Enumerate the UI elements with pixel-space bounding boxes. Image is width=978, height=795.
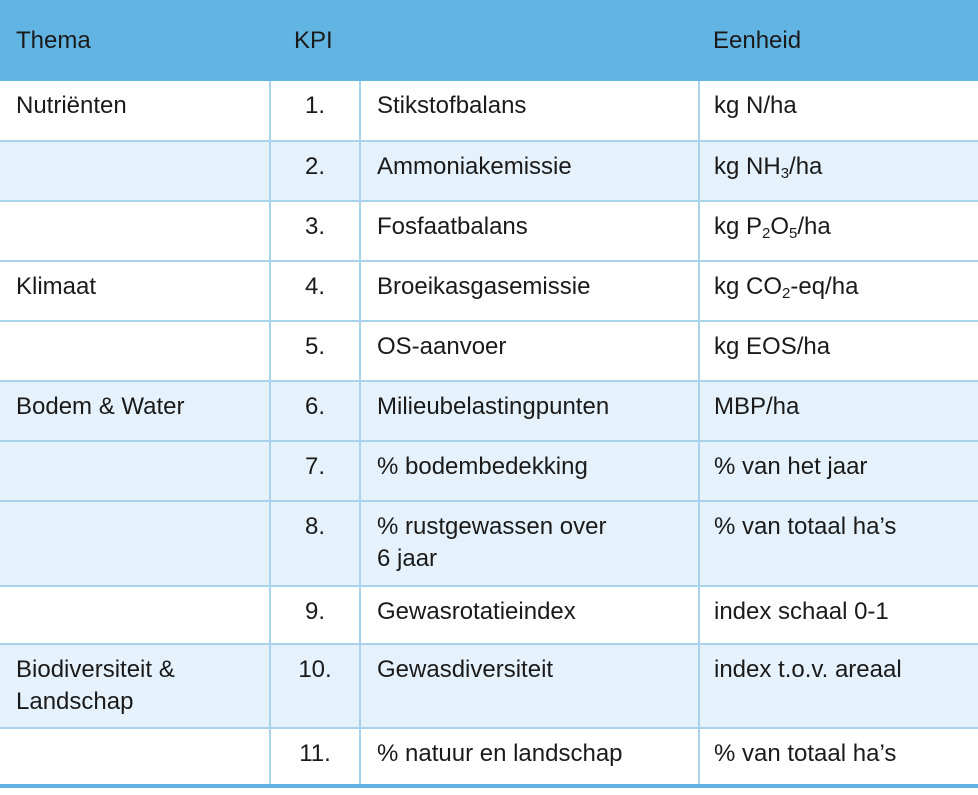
table-row (0, 81, 978, 141)
kpi-name (360, 501, 699, 586)
header-theme: Thema (16, 26, 91, 54)
unit-cell: MBP/ha (699, 381, 978, 441)
kpi-number: 6. (270, 381, 360, 441)
unit-cell: index schaal 0-1 (699, 586, 978, 644)
unit-subscript: 5 (789, 225, 798, 242)
unit-cell: kg N/ha (699, 81, 978, 141)
theme-line: Landschap (16, 688, 134, 715)
theme-cell (0, 501, 270, 586)
table-row (0, 261, 978, 321)
kpi-name: Fosfaatbalans (360, 201, 699, 261)
theme-cell (0, 644, 270, 728)
kpi-name: % bodembedekking (360, 441, 699, 501)
kpi-name-line: % rustgewassen over (377, 513, 607, 540)
unit-cell: index t.o.v. areaal (699, 644, 978, 728)
kpi-name: Gewasdiversiteit (360, 644, 699, 728)
table-row (0, 441, 978, 501)
unit-text: /ha (797, 213, 831, 240)
table-row (0, 586, 978, 644)
unit-text: /ha (789, 153, 823, 180)
theme-cell (0, 586, 270, 644)
unit-text: kg CO (714, 273, 783, 300)
unit-cell: kg EOS/ha (699, 321, 978, 381)
unit-cell: % van totaal ha’s (699, 501, 978, 586)
unit-cell: % van het jaar (699, 441, 978, 501)
unit-cell (699, 201, 978, 261)
kpi-number: 3. (270, 201, 360, 261)
theme-cell: Nutriënten (16, 92, 127, 119)
kpi-name: % natuur en landschap (360, 728, 699, 786)
table-row (0, 728, 978, 786)
kpi-name: OS-aanvoer (360, 321, 699, 381)
kpi-number: 10. (270, 644, 360, 728)
kpi-number: 7. (270, 441, 360, 501)
theme-cell (0, 728, 270, 786)
kpi-name-line: 6 jaar (377, 545, 438, 572)
kpi-number: 2. (270, 141, 360, 201)
table-row (0, 381, 978, 441)
theme-cell (0, 321, 270, 381)
header-kpi: KPI (294, 26, 333, 54)
table-bottom-rule (0, 784, 978, 788)
kpi-number: 9. (270, 586, 360, 644)
unit-text: kg NH (714, 153, 781, 180)
kpi-number: 8. (270, 501, 360, 586)
header-unit: Eenheid (713, 26, 802, 54)
table-header-row (0, 0, 978, 81)
theme-line: Biodiversiteit & (16, 656, 175, 683)
theme-cell (0, 441, 270, 501)
kpi-name: Ammoniakemissie (360, 141, 699, 201)
unit-text: -eq/ha (790, 273, 859, 300)
kpi-name: Stikstofbalans (360, 81, 699, 141)
theme-cell: Klimaat (0, 261, 270, 321)
table-row (0, 321, 978, 381)
kpi-number: 4. (270, 261, 360, 321)
table-row (0, 141, 978, 201)
kpi-number: 1. (270, 81, 360, 141)
table-row (0, 644, 978, 728)
kpi-number: 5. (270, 321, 360, 381)
unit-cell (699, 261, 978, 321)
theme-cell (0, 141, 270, 201)
theme-cell (0, 201, 270, 261)
kpi-name: Gewasrotatieindex (360, 586, 699, 644)
unit-text: kg P (714, 213, 763, 240)
unit-subscript: 2 (762, 225, 771, 242)
theme-cell: Bodem & Water (0, 381, 270, 441)
kpi-name: Milieubelastingpunten (360, 381, 699, 441)
table-row (0, 201, 978, 261)
unit-subscript: 2 (782, 285, 791, 302)
kpi-name: Broeikasgasemissie (360, 261, 699, 321)
kpi-number: 11. (270, 728, 360, 786)
unit-subscript: 3 (780, 165, 790, 182)
unit-text: O (770, 213, 790, 240)
table-row (0, 501, 978, 586)
unit-cell (699, 141, 978, 201)
unit-cell: % van totaal ha’s (699, 728, 978, 786)
